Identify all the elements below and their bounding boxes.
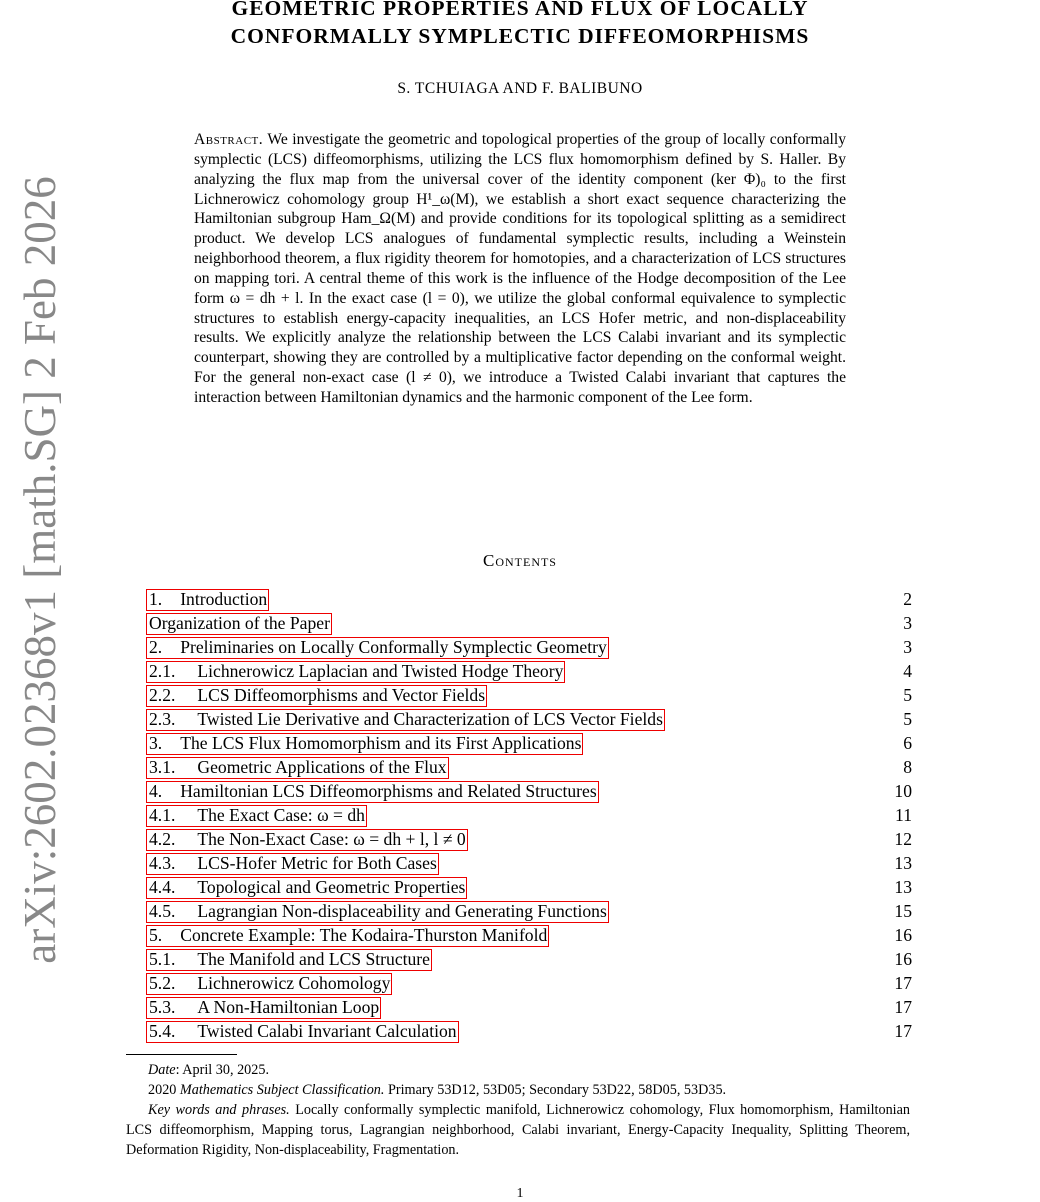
toc-entry[interactable] — [146, 588, 912, 612]
toc-page: 17 — [894, 1021, 912, 1041]
toc-entry[interactable] — [146, 684, 912, 708]
toc-link[interactable] — [146, 613, 332, 635]
toc-page: 2 — [903, 589, 912, 609]
toc-page: 10 — [894, 781, 912, 801]
toc-entry[interactable] — [146, 924, 912, 948]
toc-title: Twisted Calabi Invariant Calculation — [197, 1021, 457, 1041]
page-number: 1 — [516, 1186, 524, 1201]
toc-entry[interactable] — [146, 1020, 912, 1044]
toc-entry[interactable] — [146, 732, 912, 756]
arxiv-identifier-stamp[interactable]: arXiv:2602.02368v1 [math.SG] 2 Feb 2026 — [15, 176, 65, 964]
title-line-1: GEOMETRIC PROPERTIES AND FLUX OF LOCALLY — [231, 0, 809, 20]
toc-number: 4.1. — [149, 805, 176, 825]
toc-entry[interactable] — [146, 756, 912, 780]
toc-number: 4. — [149, 781, 163, 801]
toc-number: 5.4. — [149, 1021, 176, 1041]
toc-title: Geometric Applications of the Flux — [197, 757, 447, 777]
toc-number: 3.1. — [149, 757, 176, 777]
toc-title: Lagrangian Non-displaceability and Generating Functions — [197, 901, 607, 921]
toc-link[interactable] — [146, 781, 599, 803]
toc-link[interactable] — [146, 997, 381, 1019]
toc-page: 5 — [903, 709, 912, 729]
toc-number: 4.2. — [149, 829, 176, 849]
toc-page: 4 — [903, 661, 912, 681]
footnote-date — [126, 1060, 910, 1080]
toc-link[interactable] — [146, 589, 269, 611]
toc-entry[interactable] — [146, 852, 912, 876]
toc-title: Preliminaries on Locally Conformally Symplectic Geometry — [180, 637, 607, 657]
toc-link[interactable] — [146, 733, 583, 755]
toc-title: Lichnerowicz Cohomology — [197, 973, 391, 993]
toc-page: 6 — [903, 733, 912, 753]
toc-link[interactable] — [146, 949, 432, 971]
toc-title: LCS-Hofer Metric for Both Cases — [197, 853, 437, 873]
toc-link[interactable] — [146, 805, 367, 827]
toc-link[interactable] — [146, 901, 609, 923]
toc-title: The Non-Exact Case: ω = dh + l, l ≠ 0 — [197, 829, 466, 849]
toc-entry[interactable] — [146, 612, 912, 636]
toc-page: 3 — [903, 613, 912, 633]
toc-page: 16 — [894, 925, 912, 945]
toc-number: 4.4. — [149, 877, 176, 897]
toc-number: 3. — [149, 733, 163, 753]
toc-number: 1. — [149, 589, 163, 609]
toc-number: 2.1. — [149, 661, 176, 681]
date-value: : April 30, 2025. — [175, 1062, 269, 1078]
toc-link[interactable] — [146, 877, 467, 899]
toc-entry[interactable] — [146, 828, 912, 852]
toc-page: 13 — [894, 877, 912, 897]
toc-link[interactable] — [146, 757, 449, 779]
toc-number: 4.5. — [149, 901, 176, 921]
keywords-label: Key words and phrases. — [148, 1102, 290, 1118]
toc-title: Lichnerowicz Laplacian and Twisted Hodge Theory — [197, 661, 564, 681]
toc-entry[interactable] — [146, 900, 912, 924]
toc-number: 5.2. — [149, 973, 176, 993]
toc-link[interactable] — [146, 925, 549, 947]
toc-title: Concrete Example: The Kodaira-Thurston Manifold — [180, 925, 548, 945]
abstract-label: Abstract. — [194, 131, 264, 148]
toc-link[interactable] — [146, 709, 665, 731]
abstract-text: We investigate the geometric and topological properties of the group of locally conformally symplectic (LCS) diffeomorphisms, utilizing the LCS flux homomorphism defined by S. Haller. By analyzing the flux map from the universal cover of the identity component (ker Φ)₀ to the first Lichnerowicz cohomology group H¹_ω(M), we establish a short exact sequence characterizing the Hamiltonian subgroup Ham_Ω(M) and provide conditions for its topological splitting as a semidirect product. We develop LCS analogues of fundamental symplectic results, including a Weinstein neighborhood theorem, a flux rigidity theorem for homotopies, and a characterization of LCS structures on mapping tori. A central theme of this work is the influence of the Hodge decomposition of the Lee form ω = dh + l. In the exact case (l = 0), we utilize the global conformal equivalence to symplectic structures to establish energy-capacity inequalities, an LCS Hofer metric, and non-displaceability results. We explicitly analyze the relationship between the LCS Calabi invariant and its symplectic counterpart, showing they are controlled by a multiplicative factor depending on the conformal weight. For the general non-exact case (l ≠ 0), we introduce a Twisted Calabi invariant that captures the interaction between Hamiltonian dynamics and the harmonic component of the Lee form. — [194, 131, 846, 406]
toc-page: 5 — [903, 685, 912, 705]
msc-prefix: 2020 — [148, 1082, 180, 1098]
toc-entry[interactable] — [146, 660, 912, 684]
toc-link[interactable] — [146, 829, 468, 851]
footnote-rule — [126, 1054, 237, 1055]
date-label: Date — [148, 1062, 176, 1078]
toc-entry[interactable] — [146, 948, 912, 972]
footnote-msc — [126, 1080, 910, 1100]
paper-title — [150, 0, 890, 50]
toc-page: 8 — [903, 757, 912, 777]
toc-title: LCS Diffeomorphisms and Vector Fields — [197, 685, 486, 705]
footnote-keywords — [126, 1100, 910, 1160]
toc-number: 5.3. — [149, 997, 176, 1017]
toc-number: 5. — [149, 925, 163, 945]
abstract — [194, 130, 846, 408]
toc-link[interactable] — [146, 973, 392, 995]
toc-number: 4.3. — [149, 853, 176, 873]
contents-heading: Contents — [482, 551, 557, 570]
toc-page: 11 — [895, 805, 912, 825]
toc-title: The Exact Case: ω = dh — [197, 805, 365, 825]
toc-page: 13 — [894, 853, 912, 873]
toc-page: 15 — [894, 901, 912, 921]
authors: S. TCHUIAGA AND F. BALIBUNO — [397, 80, 643, 97]
toc-number: 2.2. — [149, 685, 176, 705]
toc-link[interactable] — [146, 661, 565, 683]
toc-entry[interactable] — [146, 876, 912, 900]
toc-page: 17 — [894, 973, 912, 993]
keywords-value: Locally conformally symplectic manifold, Lichnerowicz cohomology, Flux homomorphism, Hamiltonian LCS diffeomorphism, Mapping torus, Lagrangian neighborhood, Calabi invariant, Energy-Capacity Inequality, Splitting Theorem, Deformation Rigidity, Non-displaceability, Fragmentation. — [126, 1102, 910, 1158]
msc-value: Primary 53D12, 53D05; Secondary 53D22, 58D05, 53D35. — [384, 1082, 727, 1098]
toc-title: The LCS Flux Homomorphism and its First Applications — [180, 733, 582, 753]
toc-page: 17 — [894, 997, 912, 1017]
toc-entry[interactable] — [146, 996, 912, 1020]
toc-page: 3 — [903, 637, 912, 657]
toc-entry[interactable] — [146, 780, 912, 804]
toc-link[interactable] — [146, 1021, 459, 1043]
toc-entry[interactable] — [146, 708, 912, 732]
toc-title: Hamiltonian LCS Diffeomorphisms and Related Structures — [180, 781, 597, 801]
toc-page: 12 — [894, 829, 912, 849]
msc-label: Mathematics Subject Classification. — [179, 1082, 385, 1098]
toc-entry[interactable] — [146, 636, 912, 660]
toc-number: 2. — [149, 637, 163, 657]
title-line-2: CONFORMALLY SYMPLECTIC DIFFEOMORPHISMS — [230, 24, 810, 48]
toc-entry[interactable] — [146, 972, 912, 996]
table-of-contents — [146, 588, 912, 1044]
toc-title: Twisted Lie Derivative and Characterization of LCS Vector Fields — [197, 709, 663, 729]
toc-link[interactable] — [146, 853, 439, 875]
toc-title: Introduction — [180, 589, 268, 609]
toc-entry[interactable] — [146, 804, 912, 828]
toc-title: The Manifold and LCS Structure — [197, 949, 430, 969]
toc-title: Organization of the Paper — [149, 613, 330, 633]
toc-title: A Non-Hamiltonian Loop — [197, 997, 380, 1017]
toc-number: 5.1. — [149, 949, 176, 969]
toc-link[interactable] — [146, 637, 609, 659]
toc-title: Topological and Geometric Properties — [197, 877, 466, 897]
toc-link[interactable] — [146, 685, 487, 707]
toc-number: 2.3. — [149, 709, 176, 729]
toc-page: 16 — [894, 949, 912, 969]
